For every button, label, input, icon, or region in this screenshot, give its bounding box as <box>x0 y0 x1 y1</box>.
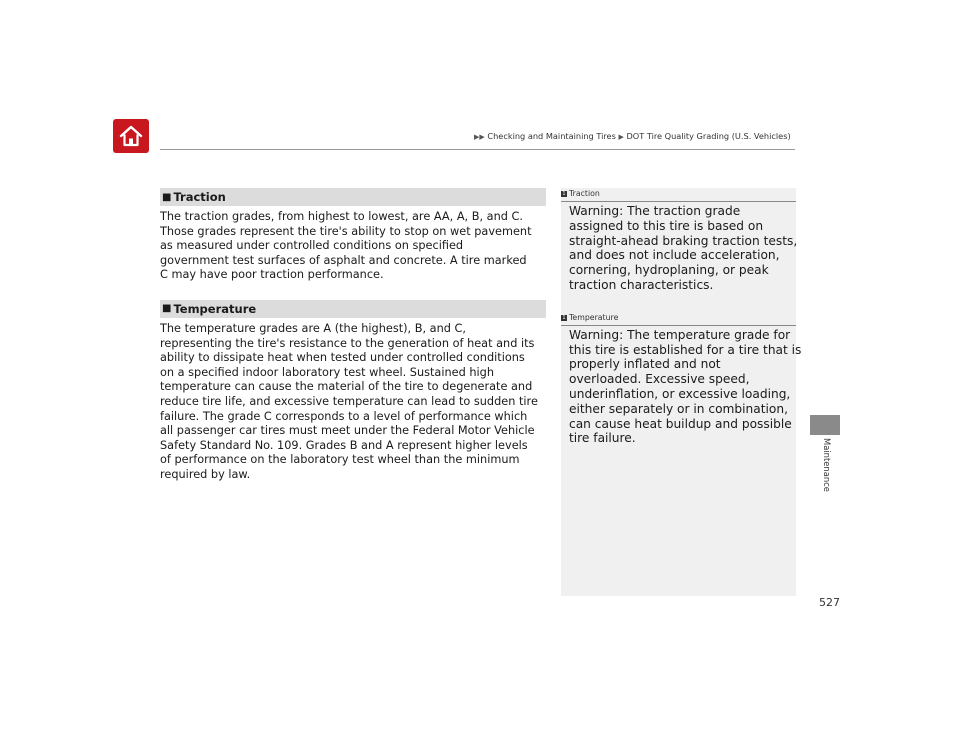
temperature-note <box>561 312 802 446</box>
text-line: Those grades represent the tire's ability to stop on wet pavement <box>160 224 532 238</box>
text-line: The traction grades, from highest to lowest, are AA, A, B, and C. <box>160 210 523 223</box>
breadcrumb-arrow-icon: ▶▶ <box>474 133 485 141</box>
temperature-heading <box>160 300 546 318</box>
traction-heading <box>160 188 546 206</box>
text-line: Warning: The traction grade <box>569 204 741 218</box>
text-line: straight-ahead braking traction tests, <box>569 233 798 248</box>
text-line: can cause heat buildup and possible <box>569 416 792 431</box>
text-line: Warning: The temperature grade for <box>569 327 791 342</box>
home-icon <box>118 124 144 148</box>
text-line: properly inflated and not <box>569 357 721 372</box>
breadcrumb-item-2[interactable]: DOT Tire Quality Grading (U.S. Vehicles) <box>626 131 791 141</box>
traction-note <box>561 188 796 293</box>
notes-sidebar <box>561 188 802 596</box>
temperature-note-title: Temperature <box>569 312 619 322</box>
text-line: Safety Standard No. 109. Grades B and A represent higher levels <box>160 438 528 452</box>
text-line: on a specified indoor laboratory test wheel. Sustained high <box>160 365 494 379</box>
text-line: required by law. <box>160 467 251 481</box>
text-line: assigned to this tire is based on <box>569 218 764 233</box>
traction-heading-text: Traction <box>173 190 226 204</box>
text-line: this tire is established for a tire that is <box>569 342 802 357</box>
square-bullet-icon: ■ <box>162 303 172 315</box>
text-line: government test surfaces of asphalt and concrete. A tire marked <box>160 253 527 267</box>
square-bullet-icon: ■ <box>162 191 172 203</box>
text-line: either separately or in combination, <box>569 401 788 416</box>
section-tab-label[interactable]: Maintenance <box>822 438 832 492</box>
home-button[interactable] <box>113 119 149 153</box>
text-line: C may have poor traction performance. <box>160 268 384 282</box>
temperature-note-header[interactable] <box>561 312 796 326</box>
text-line: traction characteristics. <box>569 277 714 292</box>
traction-paragraph <box>160 210 546 283</box>
temperature-note-text <box>561 326 802 446</box>
text-line: as measured under controlled conditions on specified <box>160 239 464 253</box>
text-line: tire failure. <box>569 431 636 446</box>
text-line: and does not include acceleration, <box>569 248 780 263</box>
page-number: 527 <box>819 596 840 609</box>
text-line: underinflation, or excessive loading, <box>569 386 791 401</box>
breadcrumb <box>474 131 799 141</box>
text-line: of performance on the laboratory test wheel than the minimum <box>160 453 520 467</box>
temperature-paragraph <box>160 322 546 483</box>
text-line: The temperature grades are A (the highest), B, and C, <box>160 321 466 335</box>
text-line: failure. The grade C corresponds to a level of performance which <box>160 409 528 423</box>
text-line: representing the tire's resistance to the generation of heat and its <box>160 336 535 350</box>
traction-note-title: Traction <box>569 189 600 198</box>
section-tab-marker[interactable] <box>810 415 840 435</box>
text-line: reduce tire life, and excessive temperature can lead to sudden tire <box>160 394 538 408</box>
text-line: overloaded. Excessive speed, <box>569 372 750 387</box>
text-line: all passenger car tires must meet under the Federal Motor Vehicle <box>160 424 535 438</box>
traction-note-text <box>561 202 796 293</box>
breadcrumb-item-1[interactable]: Checking and Maintaining Tires <box>487 131 616 141</box>
note-marker-icon: 1 <box>562 191 566 197</box>
breadcrumb-arrow-icon: ▶ <box>618 133 624 141</box>
text-line: temperature can cause the material of the tire to degenerate and <box>160 380 533 394</box>
text-line: cornering, hydroplaning, or peak <box>569 263 769 278</box>
text-line: ability to dissipate heat when tested under controlled conditions <box>160 351 525 365</box>
header-divider <box>160 149 795 150</box>
main-content <box>160 188 546 483</box>
note-marker-icon: 1 <box>562 314 566 321</box>
traction-note-header[interactable] <box>561 188 796 202</box>
temperature-heading-text: Temperature <box>173 301 257 316</box>
